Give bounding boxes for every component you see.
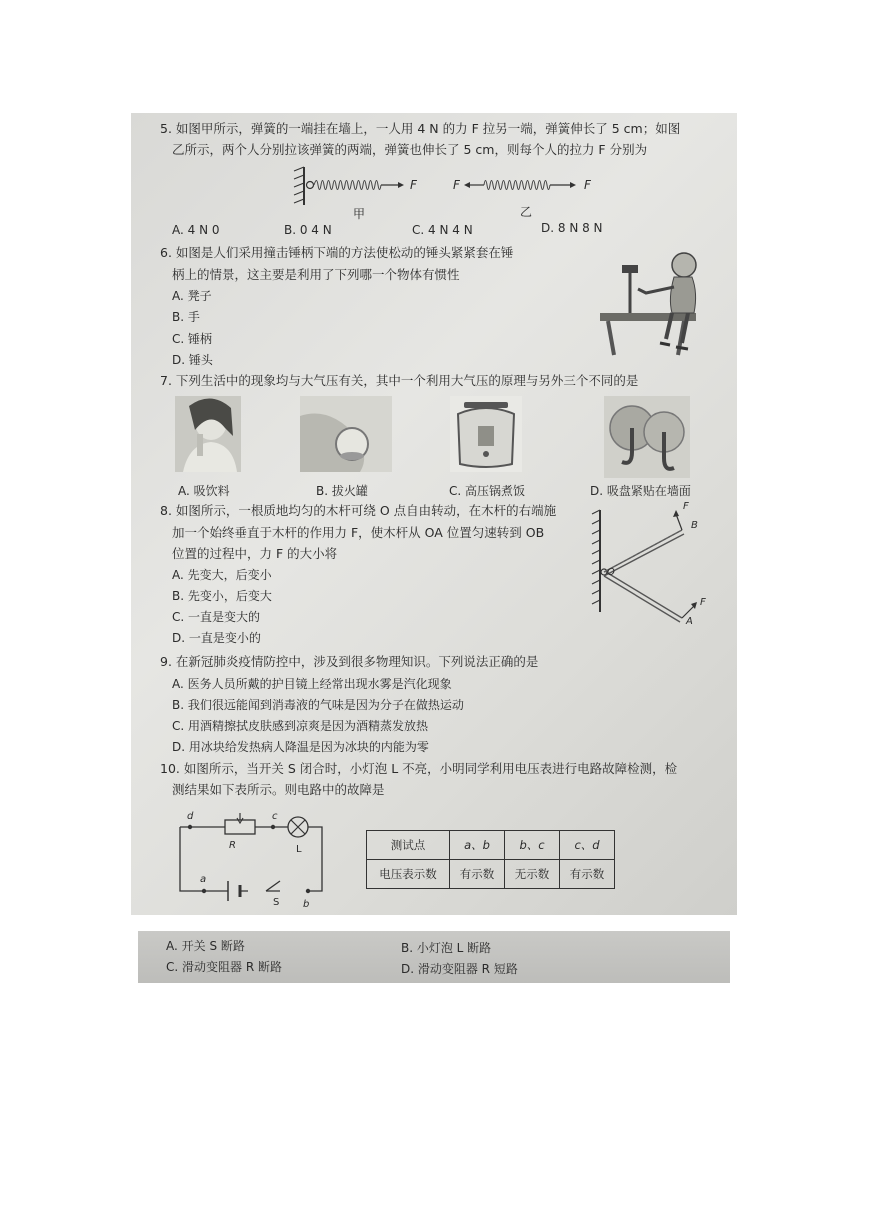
q10-stem-line1: 10. 如图所示，当开关 S 闭合时，小灯泡 L 不亮，小明同学利用电压表进行电路故障检测，检 [160,761,678,776]
q10-circuit-diagram [170,815,345,915]
q7-image-cupping [300,396,392,472]
table-cell: 有示数 [450,860,505,889]
q10-result-table [366,830,615,889]
q10-label-l: L [296,844,302,855]
q10-option-d: D. 滑动变阻器 R 短路 [401,962,518,976]
q5-option-d: D. 8 N 8 N [541,221,603,235]
q8-option-d: D. 一直是变小的 [172,631,261,645]
table-row [367,831,615,860]
table-row [367,860,615,889]
q8-stem-line2: 加一个始终垂直于木杆的作用力 F，使木杆从 OA 位置匀速转到 OB [172,525,545,540]
q6-option-d: D. 锤头 [172,353,213,367]
q8-stem-line3: 位置的过程中，力 F 的大小将 [172,546,338,561]
q5-figure-label-jia: 甲 [353,207,366,221]
q7-option-d: D. 吸盘紧贴在墙面 [590,484,691,498]
q7-image-pressure-cooker [450,396,522,472]
q5-force-label-yi-right: F [584,178,591,192]
q10-option-a: A. 开关 S 断路 [166,939,245,953]
table-cell: 无示数 [505,860,560,889]
table-cell: 电压表示数 [367,860,450,889]
q9-stem: 9. 在新冠肺炎疫情防控中，涉及到很多物理知识。下列说法正确的是 [160,654,539,669]
q5-force-label-jia: F [410,178,417,192]
q10-label-r: R [229,840,236,851]
q8-label-f-top: F [683,501,689,512]
q7-image-drinking [175,396,241,472]
q6-option-b: B. 手 [172,310,200,324]
q8-option-c: C. 一直是变大的 [172,610,261,624]
q9-option-a: A. 医务人员所戴的护目镜上经常出现水雾是汽化现象 [172,677,452,691]
q8-option-a: A. 先变大，后变小 [172,568,272,582]
q8-label-o: O [607,567,615,578]
table-cell: 测试点 [367,831,450,860]
q9-option-b: B. 我们很远能闻到消毒液的气味是因为分子在做热运动 [172,698,464,712]
q7-image-suction-hooks [604,396,690,478]
q7-option-b: B. 拔火罐 [316,484,368,498]
q10-label-s: S [273,897,280,908]
q6-option-c: C. 锤柄 [172,332,213,346]
q5-spring-figure-yi [462,165,592,205]
table-cell: a、b [450,831,505,860]
q8-stem-line1: 8. 如图所示，一根质地均匀的木杆可绕 O 点自由转动，在木杆的右端施 [160,503,557,518]
q6-option-a: A. 凳子 [172,289,212,303]
table-cell: c、d [560,831,615,860]
q7-option-a: A. 吸饮料 [178,484,230,498]
q10-option-b: B. 小灯泡 L 断路 [401,941,492,955]
q7-stem: 7. 下列生活中的现象均与大气压有关，其中一个利用大气压的原理与另外三个不同的是 [160,373,639,388]
q8-label-a: A [686,616,693,627]
table-cell: 有示数 [560,860,615,889]
q10-label-b: b [303,899,310,910]
q5-option-c: C. 4 N 4 N [412,223,473,237]
q5-figure-label-yi: 乙 [520,205,533,219]
q6-stem-line2: 柄上的情景，这主要是利用了下列哪一个物体有惯性 [172,267,460,282]
q10-option-c: C. 滑动变阻器 R 断路 [166,960,282,974]
q10-label-a: a [200,874,207,885]
q7-option-c: C. 高压锅煮饭 [449,484,526,498]
q5-stem-line2: 乙所示，两个人分别拉该弹簧的两端，弹簧也伸长了 5 cm，则每个人的拉力 F 分别为 [172,142,648,157]
q10-label-d: d [187,811,194,822]
q5-option-b: B. 0 4 N [284,223,332,237]
q8-lever-diagram [590,500,720,630]
q8-label-f-bottom: F [700,597,706,608]
table-cell: b、c [505,831,560,860]
q6-stem-line1: 6. 如图是人们采用撞击锤柄下端的方法使松动的锤头紧紧套在锤 [160,245,514,260]
q6-hammer-illustration [596,243,716,363]
q5-stem-line1: 5. 如图甲所示，弹簧的一端挂在墙上，一人用 4 N 的力 F 拉另一端，弹簧伸长了 5 cm；如图 [160,121,681,136]
q9-option-c: C. 用酒精擦拭皮肤感到凉爽是因为酒精蒸发放热 [172,719,429,733]
q5-force-label-yi-left: F [453,178,460,192]
q9-option-d: D. 用冰块给发热病人降温是因为冰块的内能为零 [172,740,429,754]
q5-option-a: A. 4 N 0 [172,223,220,237]
q8-option-b: B. 先变小，后变大 [172,589,272,603]
q10-label-c: c [272,811,278,822]
q10-stem-line2: 测结果如下表所示。则电路中的故障是 [172,782,385,797]
q8-label-b: B [691,520,698,531]
